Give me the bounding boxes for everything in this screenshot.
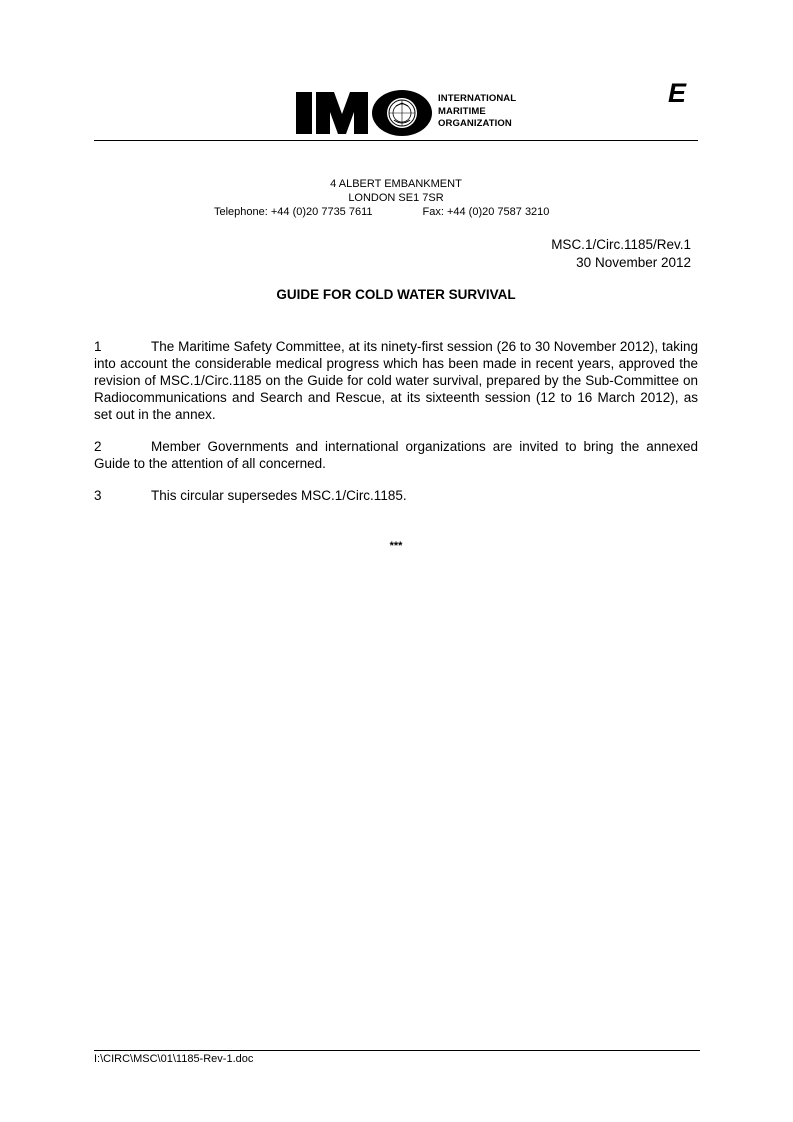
paragraph-3 (94, 487, 698, 504)
address-street: 4 ALBERT EMBANKMENT (330, 178, 462, 190)
file-path: I:\CIRC\MSC\01\1185-Rev-1.doc (94, 1053, 254, 1065)
paragraph-number: 2 (94, 439, 102, 454)
org-line: INTERNATIONAL (438, 93, 517, 104)
document-title: GUIDE FOR COLD WATER SURVIVAL (276, 287, 516, 302)
paragraph-number: 1 (94, 339, 102, 354)
footer-divider (94, 1050, 700, 1051)
section-separator: *** (389, 540, 403, 552)
document-code: MSC.1/Circ.1185/Rev.1 (551, 237, 691, 252)
paragraph-text: The Maritime Safety Committee, at its ninety-first session (26 to 30 November 2012), taking into account the considerable medical progress which has been made in recent years, approved the revision of MSC.1/Circ.1185 on the Guide for cold water survival, prepared by the Sub-Committee on Radiocommunications and Search and Rescue, at its sixteenth session (12 to 16 March 2012), as set out in the annex. (94, 339, 698, 422)
language-code: E (668, 78, 687, 108)
paragraph-text: This circular supersedes MSC.1/Circ.1185. (151, 488, 407, 503)
document-header (94, 78, 698, 140)
fax: Fax: +44 (0)20 7587 3210 (422, 206, 550, 218)
header-divider (94, 140, 698, 141)
paragraph-text: Member Governments and international organizations are invited to bring the annexed Guide to the attention of all concerned. (94, 439, 698, 471)
address-city: LONDON SE1 7SR (348, 191, 444, 204)
address-block (94, 178, 698, 205)
paragraph-number: 3 (94, 488, 102, 503)
organization-name (438, 93, 516, 131)
paragraph-1 (94, 338, 698, 423)
paragraph-2 (94, 438, 698, 472)
telephone: Telephone: +44 (0)20 7735 7611 (214, 206, 373, 218)
document-date: 30 November 2012 (576, 255, 691, 270)
contact-row (214, 206, 549, 218)
org-line: MARITIME (438, 105, 486, 117)
reference-block (551, 236, 691, 272)
imo-logo-mark (294, 88, 434, 138)
org-line: ORGANIZATION (438, 118, 512, 129)
